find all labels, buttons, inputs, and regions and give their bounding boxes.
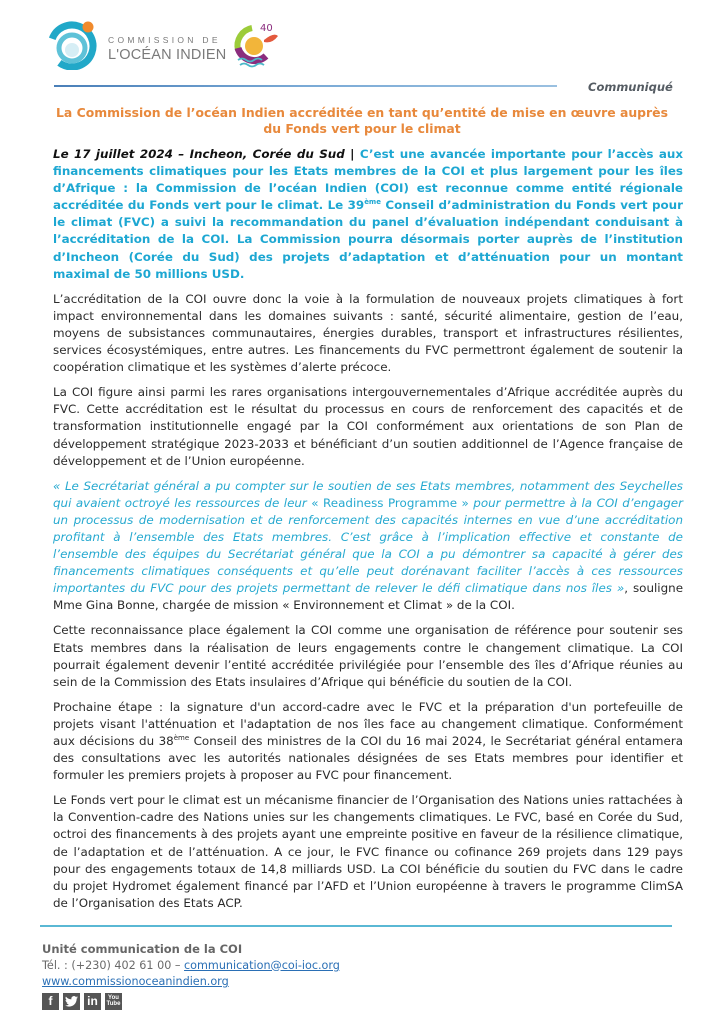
coi-logo-text: [108, 36, 226, 62]
coi-logo-icon: [48, 18, 100, 70]
page-title: [40, 105, 684, 137]
website-link[interactable]: www.commissionoceanindien.org: [42, 975, 229, 988]
footer-contact: [42, 941, 340, 1010]
paragraph-5: Prochaine étape : la signature d'un accord-cadre avec le FVC et la préparation d'un portefeuille de projets visant l'atténuation et l'adaptation de nos îles face au changement climatique. Conformément aux décisions du 38ème Conseil des ministres de la COI du 16 mai 2024, le Secrétariat général entamera des consultations avec les autorités nationales désignées de ses Etats membres pour identifier et formuler les premiers projets à proposer au FVC pour financement.: [53, 699, 683, 783]
quote-attribution: , souligne Mme Gina Bonne, chargée de mission « Environnement et Climat » de la COI.: [53, 581, 684, 613]
quote-paragraph: [53, 478, 683, 615]
paragraph-6: Le Fonds vert pour le climat est un mécanisme financier de l’Organisation des Nations unies rattachées à la Convention-cadre des Nations unies sur les changements climatiques. Le FVC, basé en Corée du Sud, octroi des financements à des projets ayant une empreinte positive en faveur de la résilience climatique, de l’adaptation et de l’atténuation. A ce jour, le FVC finance ou cofinance 269 projets dans 129 pays pour des engagements totaux de 14,8 milliards USD. La COI bénéficie du soutien du FVC dans le cadre du projet Hydromet également financé par l’AFD et l’Union européenne à travers le programme ClimSA de l’Organisation des Etats ACP.: [53, 793, 683, 910]
footer-unit-name: Unité communication de la COI: [42, 942, 243, 956]
linkedin-icon[interactable]: in: [84, 993, 101, 1010]
footer-divider: [40, 925, 672, 927]
quote-text: « Le Secrétariat général a pu compter sur le soutien de ses Etats membres, notamment des Seychelles qui avaient octroyé les ressources de leur « Readiness Programme » pour permettre à la COI d’engager un processus de modernisation et de renforcement des capacités internes en vue d’une accréditation profitant à l’ensemble des Etats membres. C’est grâce à l’implication effective et constante de l’ensemble des équipes du Secrétariat général que la COI a pu démontrer sa capacité à gérer des financements climatiques conséquents et qu’elle peut dorénavant faciliter l’accès à ces ressources importantes du FVC pour des projets permettant de relever le défi climatique dans nos îles »: [53, 478, 683, 596]
email-link[interactable]: communication@coi-ioc.org: [184, 958, 340, 972]
youtube-icon[interactable]: You Tube: [105, 993, 122, 1010]
lead-paragraph: Le 17 juillet 2024 – Incheon, Corée du Sud | C’est une avancée importante pour l’accès aux financements climatiques pour les Etats membres de la COI et plus largement pour les îles d’Afrique : la Commission de l’océan Indien (COI) est reconnue comme entité régionale accréditée du Fonds vert pour le climat. Le 39ème Conseil d’administration du Fonds vert pour le climat (FVC) a suivi la recommandation du panel d’évaluation indépendant conduisant à l’accréditation de la COI. La Commission pourra désormais porter auprès de l’institution d’Incheon (Corée du Sud) des projets d’adaptation et d’atténuation pour un montant maximal de 50 millions USD.: [53, 147, 683, 281]
facebook-icon[interactable]: f: [42, 993, 59, 1010]
logo-line1: COMMISSION DE: [108, 35, 221, 45]
anniversary-40-logo-icon: [230, 20, 280, 72]
paragraph-1: L’accréditation de la COI ouvre donc la voie à la formulation de nouveaux projets climatiques à fort impact environnemental dans les domaines suivants : santé, sécurité alimentaire, gestion de l’eau, moyens de subsistances communautaires, énergies durables, transport et infrastructures résilientes, services écosystémiques, entre autres. Les financements du FVC permettront également de soutenir la coopération climatique et les systèmes d’alerte précoce.: [53, 291, 683, 375]
document-type-label: Communiqué: [588, 80, 673, 94]
twitter-icon[interactable]: [63, 993, 80, 1010]
paragraph-4: Cette reconnaissance place également la COI comme une organisation de référence pour soutenir ses Etats membres dans la réalisation de leurs engagements contre le changement climatique. La COI pourrait également devenir l’entité accréditée privilégiée pour l’ensemble des îles d’Afrique réunies au sein de la Commission des Etats insulaires d’Afrique qui bénéficie du soutien de la COI.: [53, 623, 683, 689]
header-divider: [54, 85, 557, 87]
social-links: [42, 993, 340, 1010]
paragraph-2: La COI figure ainsi parmi les rares organisations intergouvernementales d’Afrique accréditée auprès du FVC. Cette accréditation est le résultat du processus en cours de renforcement des capacités et de transformation institutionnelle engagé par la COI conformément aux orientations de son Plan de développement stratégique 2023-2033 et bénéficiant d’un soutien additionnel de l’Agence française de développement et de l’Union européenne.: [53, 385, 683, 468]
title-line2: du Fonds vert pour le climat: [263, 121, 461, 136]
footer-phone-line: Tél. : (+230) 402 61 00 – communication@coi-ioc.org: [42, 958, 340, 972]
title-line1: La Commission de l’océan Indien accréditée en tant qu’entité de mise en œuvre auprès: [56, 105, 668, 120]
dateline: Le 17 juillet 2024 – Incheon, Corée du Sud |: [53, 147, 355, 161]
logo-line2: L'OCÉAN INDIEN: [108, 46, 227, 63]
svg-text:40: 40: [260, 23, 273, 34]
article-body: [53, 146, 683, 920]
